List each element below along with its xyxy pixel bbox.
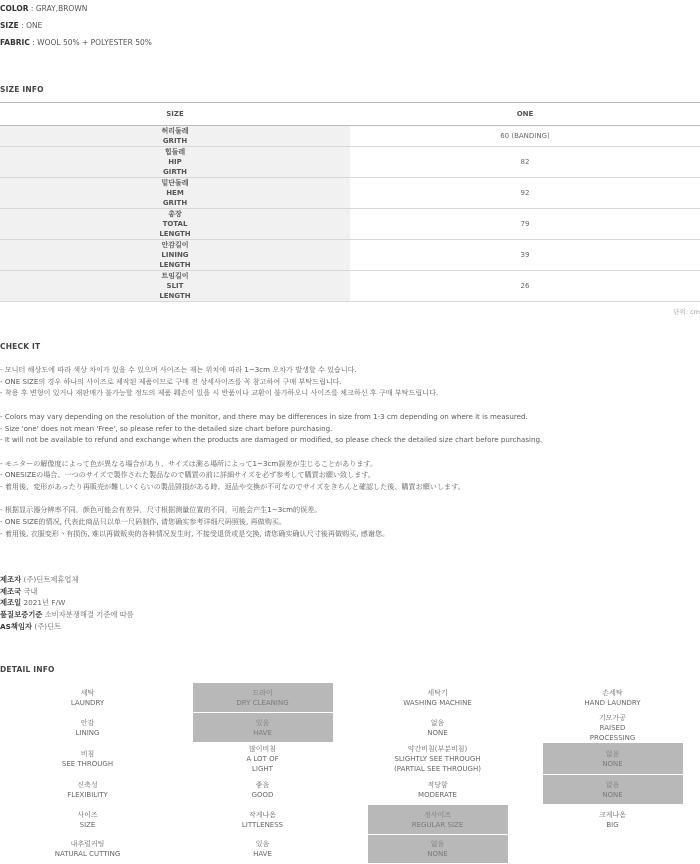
size-row [0, 178, 700, 209]
detail-option [350, 683, 525, 712]
detail-row [0, 743, 700, 774]
detail-label-en: BIG [606, 820, 619, 829]
detail-option [350, 805, 525, 834]
check-it-heading: CHECK IT [0, 342, 41, 351]
detail-label-ko: 기모가공 [598, 713, 627, 722]
note-line: - 모니터 해상도에 따라 색상 차이가 있을 수 있으며 사이즈는 재는 위치에 따라 1~3cm 오차가 발생할 수 있습니다. [0, 365, 357, 374]
note-line: - 根据显示器分辨率不同，颜色可能会有差异，尺寸根据测量位置的不同，可能会产生1~3cm的误差。 [0, 505, 322, 515]
detail-label-ko: 적당함 [427, 780, 448, 789]
size-row-label: 힙둘레 HIP GIRTH [0, 147, 350, 178]
detail-option [350, 835, 525, 863]
detail-label-ko: 있음 [255, 840, 270, 848]
detail-row [0, 713, 700, 742]
manufacturer-info [0, 574, 134, 633]
detail-label-en: DRY CLEANING [236, 698, 289, 707]
detail-label-ko: 안감 [80, 718, 95, 727]
detail-option [175, 713, 350, 742]
size-info-heading: SIZE INFO [0, 85, 44, 94]
detail-option [175, 743, 350, 774]
note-line: - ONE SIZE的情况, 代表此商品只以单一尺码制作, 请您确实参考详细尺码照後, 再做购买。 [0, 517, 286, 527]
detail-label-ko: 없음 [430, 840, 445, 848]
detail-option [350, 743, 525, 774]
size-row [0, 126, 700, 147]
detail-label-ko: 많이비침 [248, 744, 277, 753]
note-line: - Colors may vary depending on the resolution of the monitor, and there may be differences in size from 1-3 cm depending on where it is measured. [0, 411, 528, 421]
mfr-line: 제조일 2021년 F/W [0, 598, 66, 608]
size-header-label: SIZE [0, 103, 350, 126]
size-table-header [0, 103, 700, 126]
size-row-label: 트임길이 SLIT LENGTH [0, 271, 350, 302]
size-row-label: 총장 TOTAL LENGTH [0, 209, 350, 240]
spec-size-label: SIZE [0, 21, 19, 30]
detail-option [525, 835, 700, 863]
note-line: - モニターの解像度によって色が異なる場合があり、サイズは測る場所によって1~3cm誤差が生じることがあります。 [0, 458, 378, 468]
size-row-value: 60 (BANDING) [350, 126, 700, 147]
size-row-label: 안감길이 LINING LENGTH [0, 240, 350, 271]
detail-label-ko: 세탁기 [427, 688, 448, 697]
note-line: - ONE SIZE의 경우 하나의 사이즈로 제작된 제품이므로 구매 전 상세사이즈를 꼭 참고하여 구매 부탁드립니다. [0, 376, 342, 386]
size-row-value: 79 [350, 209, 700, 240]
detail-label-en: WASHING MACHINE [403, 698, 472, 707]
detail-option [175, 805, 350, 834]
detail-category [0, 683, 175, 712]
detail-label-en: RAISED PROCESSING [589, 723, 636, 742]
detail-category [0, 743, 175, 774]
spec-fabric-label: FABRIC [0, 38, 30, 47]
detail-row [0, 835, 700, 863]
size-header-value: ONE [350, 103, 700, 126]
spec-color-value: GRAY,BROWN [35, 4, 88, 13]
size-row-value: 39 [350, 240, 700, 271]
detail-label-ko: 없음 [605, 749, 620, 758]
note-line: - ONESIZEの場合、一つのサイズで製作された製品なので購買の前に詳細サイズを必ず参考して購買お願い致します。 [0, 470, 375, 480]
detail-label-ko: 있음 [255, 718, 270, 727]
detail-option [525, 743, 700, 774]
size-row [0, 209, 700, 240]
note-line: - 着用後, 衣服变形丶有损伤, 难以再做贩卖的各种情况发生时, 不接受退货或是交换, 请您确实确认尺寸後再做购买, 感谢您。 [0, 528, 390, 538]
detail-option [175, 775, 350, 804]
detail-row [0, 775, 700, 804]
detail-option [525, 775, 700, 804]
detail-label-en: NONE [427, 728, 448, 737]
mfr-line: 품질보증기준 소비자분쟁해결 기준에 따름 [0, 610, 134, 620]
spec-fabric: FABRIC : WOOL 50% + POLYESTER 50% [0, 38, 152, 47]
detail-label-ko: 사이즈 [77, 810, 98, 819]
detail-label-ko: 정사이즈 [423, 810, 452, 819]
detail-option [350, 713, 525, 742]
size-row-value: 26 [350, 271, 700, 302]
spec-size: SIZE : ONE [0, 21, 43, 30]
detail-option [525, 805, 700, 834]
detail-label-en: LAUNDRY [70, 698, 105, 707]
detail-option [525, 713, 700, 742]
detail-option [175, 835, 350, 863]
note-line: - 着用後、変形があったり再販売が難しいくらいの製品毀損がある時、返品や交換が不可なのでサイズをきちんと確認した後、購買お願いします。 [0, 482, 465, 491]
detail-label-ko: 드라이 [252, 688, 273, 697]
detail-label-ko: 없음 [605, 780, 620, 789]
detail-category [0, 835, 175, 863]
detail-label-ko: 손세탁 [602, 688, 623, 697]
spec-fabric-value: WOOL 50% + POLYESTER 50% [37, 38, 152, 47]
note-line: - It will not be available to refund and exchange when the products are damaged or modified, so please check the detailed size chart before purchasing. [0, 435, 543, 445]
detail-option [525, 683, 700, 712]
detail-label-en: SIZE [79, 820, 96, 829]
detail-label-ko: 내추럴커팅 [70, 840, 105, 848]
detail-label-ko: 없음 [430, 718, 445, 727]
detail-row [0, 805, 700, 834]
detail-label-en: REGULAR SIZE [411, 820, 464, 829]
size-table [0, 102, 700, 302]
detail-label-en: HAVE [253, 728, 272, 737]
detail-label-en: GOOD [251, 790, 274, 799]
size-row [0, 240, 700, 271]
detail-label-en: MODERATE [418, 790, 457, 799]
spec-color-label: COLOR [0, 4, 29, 13]
unit-note: 단위: cm [673, 308, 700, 316]
spec-size-value: ONE [26, 21, 43, 30]
size-row-value: 82 [350, 147, 700, 178]
detail-label-en: NATURAL CUTTING [54, 850, 121, 858]
mfr-line: 제조자 (주)딘트제휴업체 [0, 575, 79, 584]
detail-option [175, 683, 350, 712]
note-line: - Size 'one' does not mean 'Free', so please refer to the detailed size chart before purchasing. [0, 423, 333, 433]
detail-label-en: LINING [75, 728, 100, 737]
detail-info-grid [0, 683, 700, 864]
detail-label-ko: 약간비침(부분비침) [407, 744, 468, 753]
mfr-line: AS책임자 (주)딘트 [0, 621, 62, 631]
detail-label-ko: 세탁 [80, 688, 95, 697]
detail-option [350, 775, 525, 804]
spec-color: COLOR : GRAY,BROWN [0, 4, 88, 13]
detail-label-ko: 크게나옴 [598, 810, 627, 819]
mfr-line: 제조국 국내 [0, 586, 38, 596]
note-line: - 착용 후 변형이 있거나 재판매가 불가능할 정도의 제품 훼손이 있을 시 반품이나 교환이 불가하오니 사이즈를 체크하신 후 구매 부탁드립니다. [0, 388, 439, 398]
detail-label-ko: 좋음 [255, 780, 270, 789]
detail-category [0, 775, 175, 804]
detail-label-en: HAVE [253, 850, 272, 858]
detail-label-en: NONE [602, 759, 623, 768]
detail-info-heading: DETAIL INFO [0, 665, 55, 674]
size-row [0, 147, 700, 178]
detail-row [0, 683, 700, 712]
check-it-notes [0, 364, 700, 540]
detail-category [0, 805, 175, 834]
detail-label-en: A LOT OF LIGHT [246, 754, 279, 773]
detail-label-en: SEE THROUGH [61, 759, 114, 768]
detail-label-ko: 비침 [80, 749, 95, 758]
detail-category [0, 713, 175, 742]
size-row-label: 허리둘레 GRITH [0, 126, 350, 147]
detail-label-en: SLIGHTLY SEE THROUGH (PARTIAL SEE THROUGH) [394, 754, 481, 773]
detail-label-en: HAND LAUNDRY [584, 698, 641, 707]
detail-label-en: LITTLENESS [241, 820, 284, 829]
size-row [0, 271, 700, 302]
detail-label-ko: 작게나옴 [248, 810, 277, 819]
detail-label-en: NONE [602, 790, 623, 799]
detail-label-ko: 신축성 [77, 780, 98, 789]
detail-label-en: NONE [427, 850, 448, 858]
size-row-label: 밑단둘레 HEM GRITH [0, 178, 350, 209]
detail-label-en: FLEXIBILITY [67, 790, 108, 799]
size-row-value: 92 [350, 178, 700, 209]
